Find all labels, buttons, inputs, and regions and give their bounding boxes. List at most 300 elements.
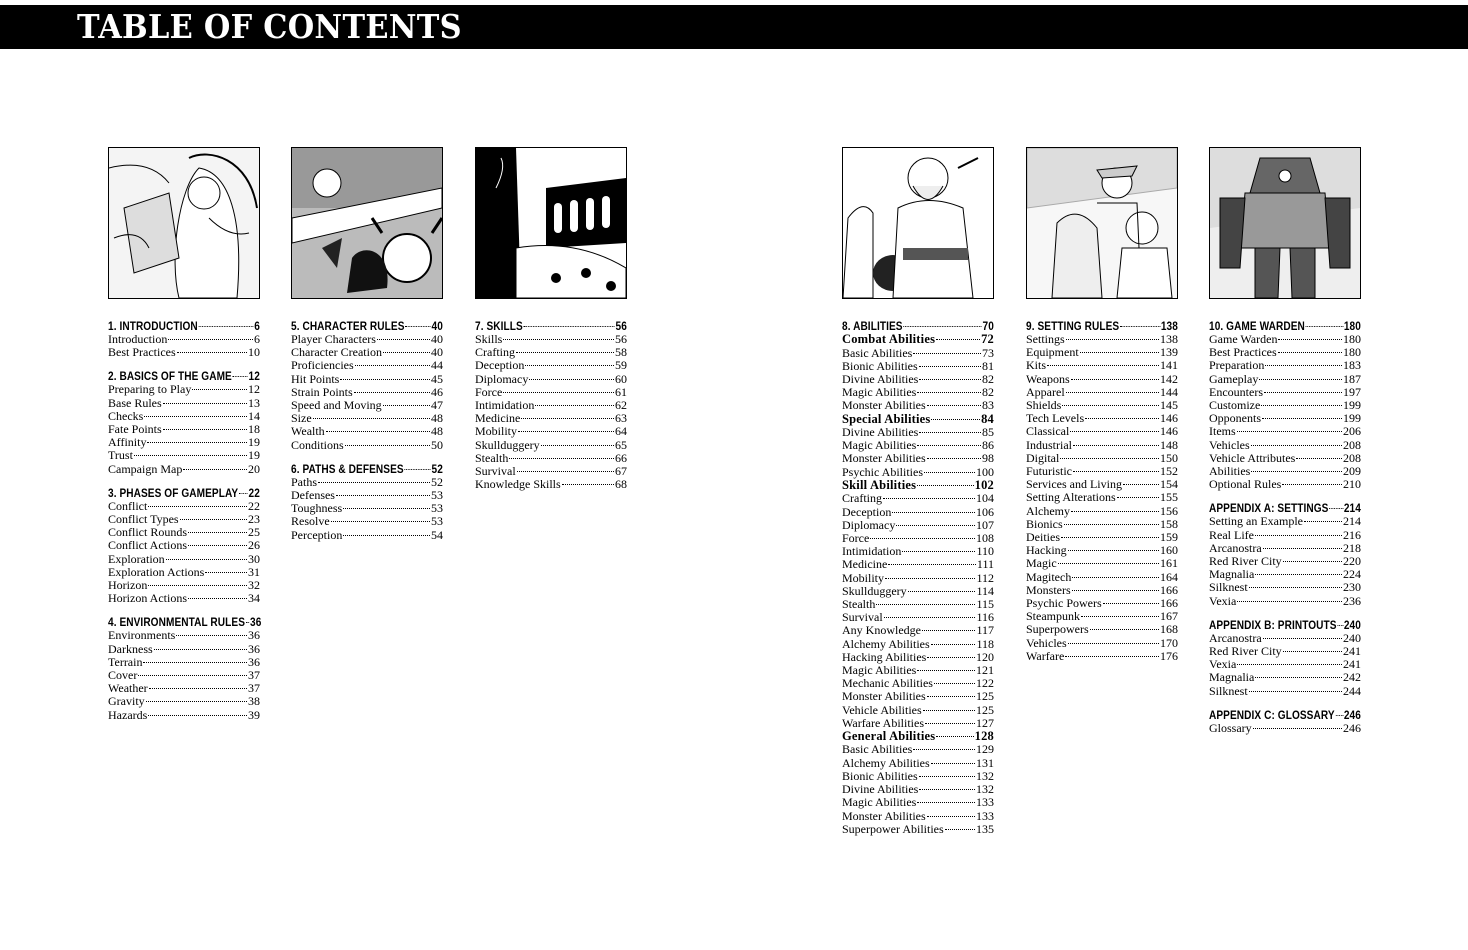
dot-leader [516,352,614,353]
toc-entry[interactable] [108,695,260,708]
dot-leader [931,763,975,764]
dot-leader [331,521,430,522]
page-number: 216 [1343,527,1361,542]
dot-leader [1265,365,1342,366]
entry-label: Survival [842,610,883,625]
toc-section [1209,319,1361,491]
entry-label: Environments [108,628,176,643]
dot-leader [922,630,975,631]
toc-section [475,319,627,491]
dot-leader [149,688,247,689]
page-number: 127 [976,715,994,730]
entry-label: 3. PHASES OF GAMEPLAY [108,485,239,500]
dot-leader [148,506,247,507]
page-number: 98 [982,451,994,466]
entry-label: Bionic Abilities [842,768,918,783]
dot-leader [405,326,430,327]
dot-leader [1251,445,1342,446]
page-number: 40 [431,319,443,333]
toc-entry[interactable] [842,757,994,770]
entry-label: 8. ABILITIES [842,319,903,333]
toc-subheading[interactable] [842,333,994,347]
toc-entry[interactable] [1026,637,1178,650]
entry-label: Deities [1026,530,1060,545]
page-number: 206 [1343,424,1361,439]
toc-entry[interactable] [842,717,994,730]
page-number: 144 [1160,384,1178,399]
toc-entry[interactable] [842,624,994,637]
page-number: 116 [976,610,994,625]
toc-entry[interactable] [108,539,260,552]
dot-leader [903,326,981,327]
dot-leader [927,458,981,459]
dot-leader [923,710,975,711]
chapter-heading[interactable] [291,319,443,333]
page-number: 138 [1160,319,1178,333]
toc-entry[interactable] [291,373,443,386]
page-number: 120 [976,649,994,664]
dot-leader [180,519,247,520]
page-number: 164 [1160,569,1178,584]
toc-entry[interactable] [1209,722,1361,735]
entry-label: Divine Abilities [842,782,919,797]
chapter-heading[interactable] [108,369,260,383]
toc-entry[interactable] [842,492,994,505]
toc-entry[interactable] [475,439,627,452]
page-number: 66 [615,450,627,465]
entry-label: Alchemy Abilities [842,636,930,651]
page-number: 122 [976,676,994,691]
page-number: 199 [1343,398,1361,413]
toc-entry[interactable] [842,466,994,479]
toc-entry[interactable] [291,529,443,542]
dot-leader [1047,365,1159,366]
entry-label: Magic Abilities [842,385,917,400]
page-number: 199 [1343,411,1361,426]
dot-leader [913,749,975,750]
toc-entry[interactable] [842,572,994,585]
toc-entry[interactable] [291,425,443,438]
dot-leader [521,418,614,419]
chapter-heading[interactable] [291,462,443,476]
page-number: 47 [431,398,443,413]
page-number: 52 [431,474,443,489]
dot-leader [927,405,981,406]
entry-label: Silknest [1209,683,1248,698]
toc-entry[interactable] [291,515,443,528]
dot-leader [888,564,976,565]
toc-entry[interactable] [108,449,260,462]
toc-entry[interactable] [108,553,260,566]
entry-label: Survival [475,464,516,479]
toc-entry[interactable] [475,359,627,372]
toc-entry[interactable] [1026,346,1178,359]
page-number: 240 [1343,617,1361,632]
page-number: 22 [248,498,260,513]
toc-entry[interactable] [1026,571,1178,584]
dot-leader [917,485,973,486]
page-number: 121 [976,662,994,677]
entry-label: Magnalia [1209,670,1255,685]
page-number: 135 [976,821,994,836]
entry-label: Medicine [475,411,521,426]
dot-leader [936,736,973,737]
page-number: 242 [1343,670,1361,685]
dot-leader [1255,535,1342,536]
page-number: 50 [431,437,443,452]
entry-label: Vexia [1209,657,1237,672]
page-number: 59 [615,358,627,373]
entry-label: Weather [108,681,148,696]
toc-entry[interactable] [842,823,994,836]
dot-leader [934,683,975,684]
page-number: 85 [982,425,994,440]
toc-entry[interactable] [1026,650,1178,663]
entry-label: Fate Points [108,422,162,437]
page-number: 84 [981,411,994,426]
entry-label: Basic Abilities [842,742,913,757]
toc-entry[interactable] [842,506,994,519]
entry-label: Special Abilities [842,411,931,426]
dot-leader [896,525,975,526]
toc-section [1209,708,1361,735]
page-number: 46 [431,384,443,399]
dot-leader [148,585,247,586]
entry-label: 7. SKILLS [475,319,523,333]
page-number: 22 [248,485,260,500]
toc-subheading[interactable] [842,413,994,427]
entry-label: Stealth [475,450,509,465]
dot-leader [1071,379,1159,380]
dot-leader [383,352,430,353]
entry-label: 2. BASICS OF THE GAME [108,369,232,384]
dot-leader [902,551,975,552]
page-number: 145 [1160,398,1178,413]
dot-leader [205,572,247,573]
entry-label: Base Rules [108,395,162,410]
entry-label: Preparation [1209,358,1265,373]
page-number: 241 [1343,657,1361,672]
page-number: 53 [431,514,443,529]
entry-label: Skullduggery [475,437,540,452]
dot-leader [1259,379,1342,380]
dot-leader [1283,651,1342,652]
entry-label: Basic Abilities [842,345,913,360]
dot-leader [343,535,430,536]
entry-label: Best Practices [1209,345,1277,360]
dot-leader [503,339,614,340]
toc-entry[interactable] [1026,359,1178,372]
dot-leader [885,578,975,579]
entry-label: APPENDIX A: SETTINGS [1209,501,1329,516]
entry-label: Alchemy [1026,503,1070,518]
entry-label: Shields [1026,398,1062,413]
toc-entry[interactable] [1026,557,1178,570]
page-number: 61 [615,384,627,399]
chapter-heading[interactable] [1209,501,1361,515]
entry-label: Conflict [108,498,148,513]
page-number: 34 [248,591,260,606]
entry-label: Resolve [291,514,330,529]
entry-label: Trust [108,448,133,463]
entry-label: Strain Points [291,384,353,399]
entry-label: Mobility [842,570,885,585]
chapter-heading[interactable] [108,486,260,500]
entry-label: Abilities [1209,464,1251,479]
toc-section [108,615,260,721]
toc-subheading[interactable] [842,479,994,493]
entry-label: Crafting [475,345,515,360]
entry-label: Red River City [1209,644,1282,659]
toc-entry[interactable] [291,439,443,452]
entry-label: General Abilities [842,728,936,743]
entry-label: Bionic Abilities [842,358,918,373]
page-number: 230 [1343,580,1361,595]
chapter-heading[interactable] [108,319,260,333]
dot-leader [1080,352,1159,353]
entry-label: Deception [842,504,892,519]
toc-entry[interactable] [842,796,994,809]
page-number: 133 [976,808,994,823]
dot-leader [908,591,976,592]
entry-label: Gravity [108,694,145,709]
entry-label: Diplomacy [475,371,529,386]
entry-label: Monster Abilities [842,689,926,704]
dot-leader [1073,445,1159,446]
page-number: 244 [1343,683,1361,698]
page-number: 141 [1160,358,1178,373]
toc-entry[interactable] [1209,529,1361,542]
toc-entry[interactable] [842,360,994,373]
entry-label: Futuristic [1026,464,1073,479]
toc-entry[interactable] [842,651,994,664]
dot-leader [1064,524,1159,525]
entry-label: Wealth [291,424,325,439]
page-number: 132 [976,768,994,783]
page-number: 54 [431,527,443,542]
dot-leader [1072,577,1159,578]
entry-label: Setting Alterations [1026,490,1116,505]
dot-leader [1061,537,1159,538]
entry-label: Skills [475,332,503,346]
toc-column-1 [108,147,260,732]
chapter-heading[interactable] [842,319,994,333]
page-number: 246 [1343,707,1361,722]
dot-leader [503,392,614,393]
toc-entry[interactable] [108,383,260,396]
entry-label: Weapons [1026,371,1070,386]
entry-label: Items [1209,424,1236,439]
chapter-heading[interactable] [1026,319,1178,333]
chapter-heading[interactable] [1209,319,1361,333]
toc-entry[interactable] [1209,515,1361,528]
page-number: 37 [248,681,260,696]
toc-entry[interactable] [475,425,627,438]
page-number: 23 [248,512,260,527]
dot-leader [509,458,614,459]
toc-entry[interactable] [842,347,994,360]
dot-leader [1337,625,1343,626]
toc-entry[interactable] [108,643,260,656]
toc-entry[interactable] [842,585,994,598]
entry-label: Magnalia [1209,567,1255,582]
toc-column-3 [475,147,627,501]
page-number: 111 [976,557,994,572]
chapter-heading[interactable] [108,615,260,629]
chapter-illustration-monster-scene [291,147,443,299]
page-number: 108 [976,530,994,545]
dot-leader [1249,691,1342,692]
entry-label: Magic Abilities [842,438,917,453]
toc-entry[interactable] [1209,671,1361,684]
page-number: 20 [248,461,260,476]
toc-subheading[interactable] [842,730,994,744]
toc-entry[interactable] [475,373,627,386]
toc-entry[interactable] [1209,478,1361,491]
dot-leader [1278,352,1342,353]
toc-entry[interactable] [108,592,260,605]
toc-entry[interactable] [291,399,443,412]
entry-label: Stealth [842,596,876,611]
toc-entry[interactable] [842,519,994,532]
dot-leader [1329,508,1343,509]
toc-entry[interactable] [842,638,994,651]
toc-entry[interactable] [842,558,994,571]
toc-entry[interactable] [842,452,994,465]
page-number: 48 [431,424,443,439]
page-number: 132 [976,782,994,797]
entry-label: Mechanic Abilities [842,676,933,691]
toc-entry[interactable] [1026,491,1178,504]
entry-label: Steampunk [1026,609,1080,624]
entry-label: Magic Abilities [842,662,917,677]
entry-label: 1. INTRODUCTION [108,319,198,333]
dot-leader [1081,616,1159,617]
entry-label: Superpower Abilities [842,821,944,836]
toc-entry[interactable] [842,399,994,412]
entry-label: Crafting [842,491,882,506]
dot-leader [188,545,247,546]
dot-leader [1120,326,1160,327]
entry-label: Toughness [291,501,343,516]
dot-leader [919,432,981,433]
entry-label: Exploration [108,551,165,566]
page-number: 13 [248,395,260,410]
dot-leader [1296,458,1342,459]
dot-leader [146,701,247,702]
toc-entry[interactable] [1209,685,1361,698]
dot-leader [336,495,430,496]
dot-leader [1073,471,1159,472]
toc-entry[interactable] [1026,373,1178,386]
toc-section [108,319,260,359]
toc-entry[interactable] [1026,623,1178,636]
dot-leader [1066,392,1159,393]
chapter-heading[interactable] [1209,708,1361,722]
dot-leader [1117,497,1159,498]
entry-label: Vehicles [1209,437,1250,452]
page-number: 12 [248,369,260,384]
page-number: 159 [1160,530,1178,545]
page-number: 53 [431,488,443,503]
dot-leader [925,723,975,724]
toc-entry[interactable] [842,810,994,823]
entry-label: Hacking Abilities [842,649,927,664]
toc-entry[interactable] [1026,439,1178,452]
dot-leader [143,662,247,663]
toc-entry[interactable] [108,709,260,722]
entry-label: Divine Abilities [842,371,919,386]
entry-label: 5. CHARACTER RULES [291,319,405,333]
page-number: 152 [1160,464,1178,479]
entry-label: Intimidation [842,544,902,559]
toc-entry[interactable] [291,359,443,372]
dot-leader [1306,326,1343,327]
page-number: 161 [1160,556,1178,571]
dot-leader [148,715,247,716]
entry-label: Customize [1209,398,1261,413]
toc-entry[interactable] [108,346,260,359]
page-number: 160 [1160,543,1178,558]
page-number: 131 [976,755,994,770]
toc-entry[interactable] [1209,581,1361,594]
page-number: 65 [615,437,627,452]
entry-label: Campaign Map [108,461,183,476]
chapter-heading[interactable] [475,319,627,333]
toc-entry[interactable] [108,629,260,642]
entry-label: Warfare [1026,648,1065,663]
toc-entry[interactable] [1209,439,1361,452]
toc-entry[interactable] [842,704,994,717]
page-number: 82 [982,371,994,386]
toc-entry[interactable] [1209,359,1361,372]
toc-entry[interactable] [1209,595,1361,608]
page-number: 36 [250,615,262,630]
dot-leader [138,675,247,676]
toc-column-4 [842,147,994,846]
entry-label: Magic [1026,556,1057,571]
dot-leader [147,442,247,443]
toc-entry[interactable] [1209,425,1361,438]
dot-leader [1085,418,1159,419]
page-number: 25 [248,525,260,540]
toc-entry[interactable] [108,463,260,476]
page-number: 81 [982,358,994,373]
page-number: 168 [1160,622,1178,637]
toc-entry[interactable] [1026,505,1178,518]
toc-entry[interactable] [1209,373,1361,386]
dot-leader [884,617,976,618]
toc-entry[interactable] [1026,425,1178,438]
entry-label: Checks [108,408,144,423]
dot-leader [1058,563,1159,564]
page-number: 19 [248,435,260,450]
toc-entry[interactable] [108,397,260,410]
dot-leader [192,389,247,390]
page-number: 73 [982,345,994,360]
entry-label: Conflict Rounds [108,525,188,540]
toc-entry[interactable] [475,478,627,491]
page-number: 208 [1343,450,1361,465]
page-number: 148 [1160,437,1178,452]
toc-entry[interactable] [842,743,994,756]
title-banner [0,5,1468,49]
entry-label: Player Characters [291,332,376,346]
entry-label: Settings [1026,332,1065,346]
chapter-heading[interactable] [1209,618,1361,632]
toc-entry[interactable] [842,690,994,703]
entry-label: Equipment [1026,345,1079,360]
